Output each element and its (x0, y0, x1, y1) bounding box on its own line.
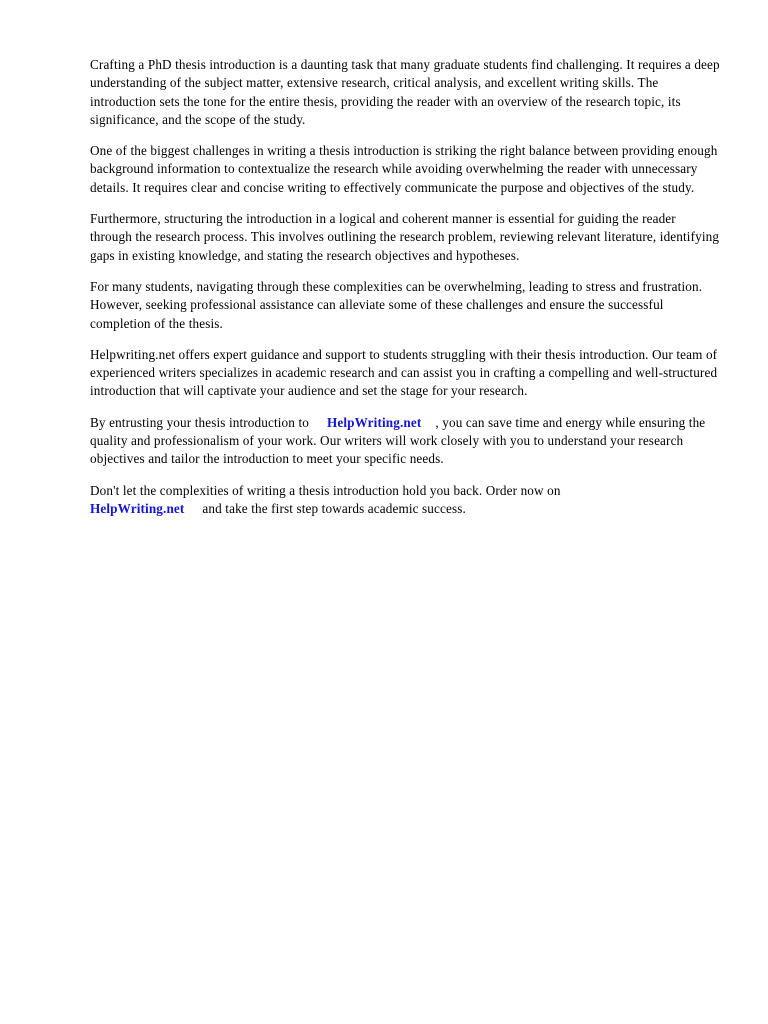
paragraph-3: Furthermore, structuring the introduction in a logical and coherent manner is essential for guiding the reader through the research process. This involves outlining the research problem, reviewing relevant literature, identifying gaps in existing knowledge, and stating the research objectives and hypotheses. (90, 211, 720, 263)
paragraph-7-tail-text: and take the first step towards academic success. (202, 500, 466, 516)
helpwriting-link-1[interactable]: HelpWriting.net (326, 414, 422, 430)
paragraph-1: Crafting a PhD thesis introduction is a daunting task that many graduate students find challenging. It requires a deep understanding of the subject matter, extensive research, critical analysis, and excellent writing skills. The introduction sets the tone for the entire thesis, providing the reader with an overview of the research topic, its significance, and the scope of the study. (90, 57, 720, 127)
paragraph-6 (90, 414, 720, 469)
document-body (90, 56, 720, 518)
paragraph-7-lead-text: Don't let the complexities of writing a thesis introduction hold you back. Order now on (90, 482, 561, 498)
paragraph-2: One of the biggest challenges in writing a thesis introduction is striking the right balance between providing enough background information to contextualize the research while avoiding overwhelming the reader with unnecessary details. It requires clear and concise writing to effectively communicate the purpose and objectives of the study. (90, 143, 718, 195)
paragraph-7 (90, 482, 720, 519)
paragraph-4: For many students, navigating through these complexities can be overwhelming, leading to stress and frustration. However, seeking professional assistance can alleviate some of these challenges and ensure the successful completion of the thesis. (90, 278, 703, 331)
paragraph-6-tail-text: , you can save time and energy while ensuring the quality and professionalism of your work. Our writers will work closely with you to understand your research objectives and tailor the introduction to meet your specific needs. (90, 414, 706, 467)
paragraph-5: Helpwriting.net offers expert guidance and support to students struggling with their thesis introduction. Our team of experienced writers specializes in academic research and can assist you in crafting a compelling and well-structured introduction that will captivate your audience and set the stage for your research. (90, 346, 718, 399)
helpwriting-link-2[interactable]: HelpWriting.net (90, 500, 185, 516)
paragraph-6-lead-text: By entrusting your thesis introduction to (90, 414, 309, 430)
